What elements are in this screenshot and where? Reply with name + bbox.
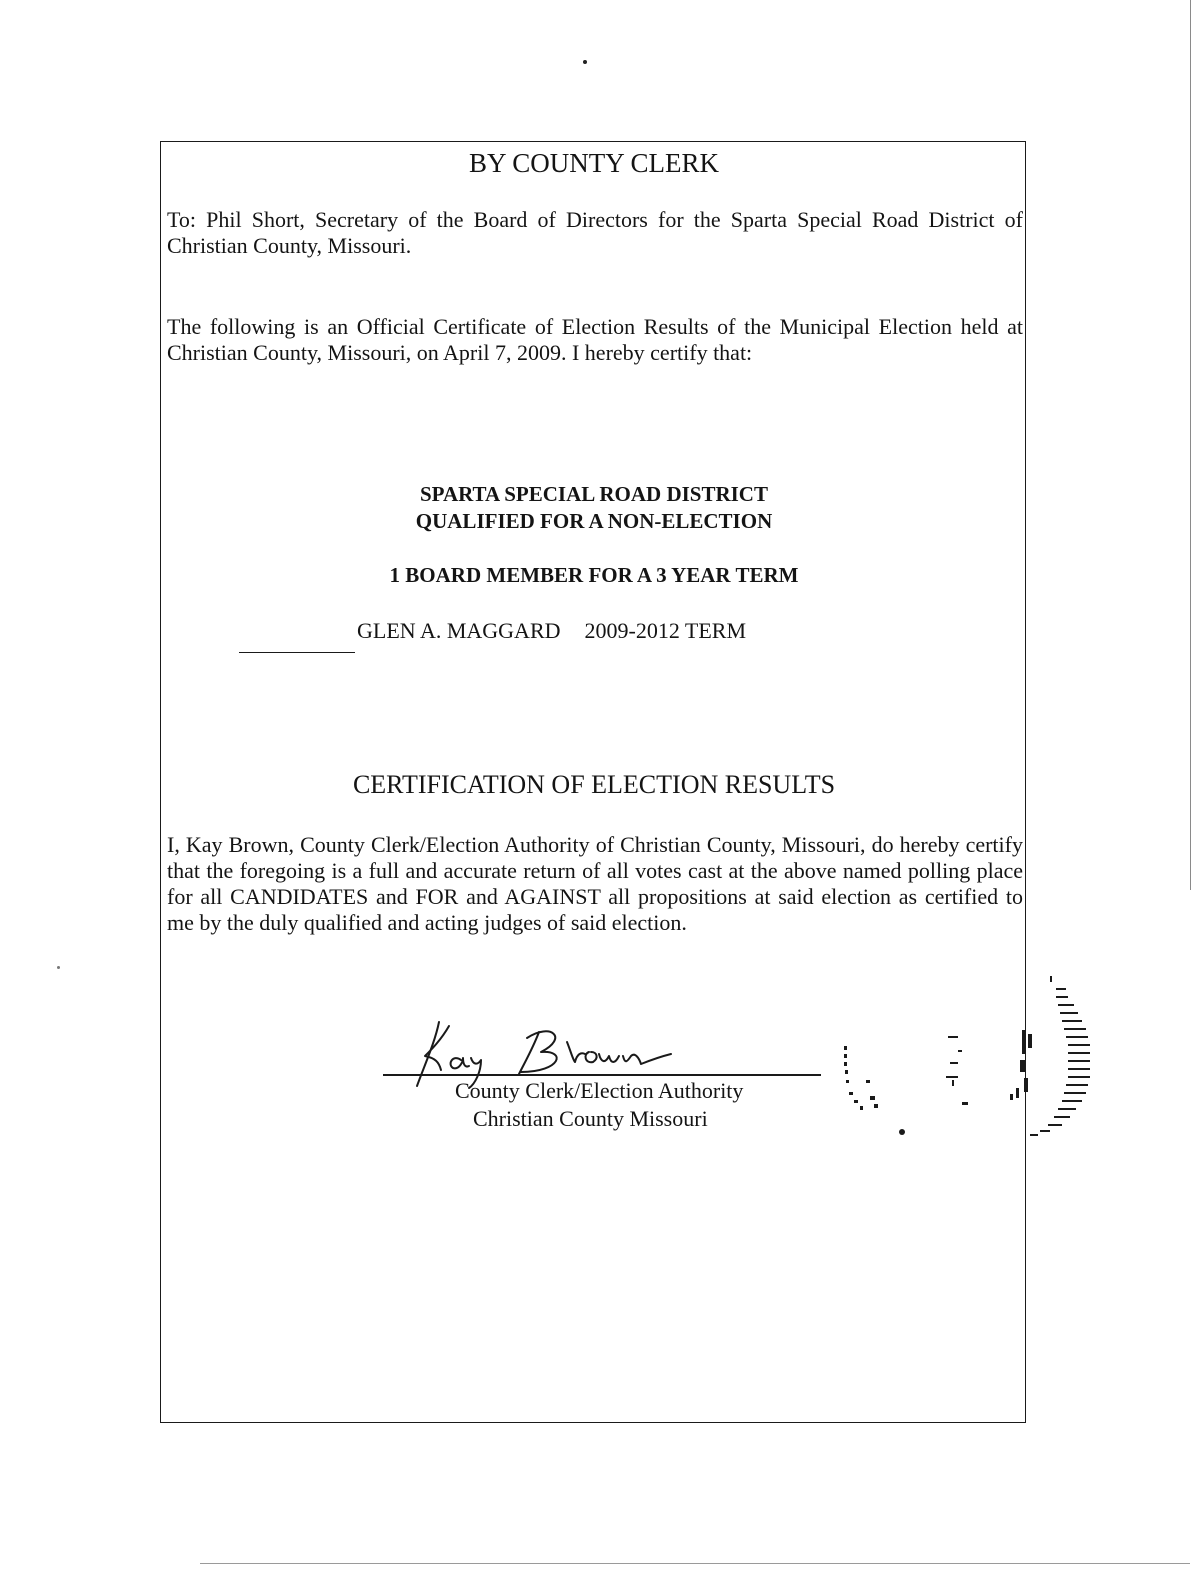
candidate-term: 2009-2012 TERM — [584, 618, 747, 643]
intro-paragraph: The following is an Official Certificate of Election Results of the Municipal Election held at Christian County, Missouri, on April 7, 2009. I hereby certify that: — [167, 314, 1023, 365]
signatory-title: County Clerk/Election Authority — [455, 1078, 744, 1103]
signature-line — [383, 1074, 821, 1076]
scan-speck — [57, 966, 60, 969]
certificate-box — [160, 141, 1026, 1423]
district-name: SPARTA SPECIAL ROAD DISTRICT — [420, 482, 768, 506]
candidate-entry — [357, 618, 746, 644]
page-edge-right — [1190, 0, 1191, 890]
addressee-paragraph: To: Phil Short, Secretary of the Board of Directors for the Sparta Special Road District of Christian County, Missouri. — [167, 207, 1023, 258]
vote-blank-line — [239, 652, 355, 653]
page-edge-bottom — [200, 1563, 1190, 1564]
signatory-county: Christian County Missouri — [473, 1106, 708, 1131]
district-status: QUALIFIED FOR A NON-ELECTION — [415, 509, 773, 533]
certification-heading: CERTIFICATION OF ELECTION RESULTS — [352, 770, 836, 799]
certification-paragraph: I, Kay Brown, County Clerk/Election Authority of Christian County, Missouri, do hereby certify that the foregoing is a full and accurate return of all votes cast at the above named polling place for all CANDIDATES and FOR and AGAINST all propositions at said election as certified to me by the duly qualified and acting judges of said election. — [167, 832, 1023, 935]
office-title: 1 BOARD MEMBER FOR A 3 YEAR TERM — [389, 563, 799, 587]
candidate-name: GLEN A. MAGGARD — [357, 618, 561, 643]
scan-speck — [583, 60, 587, 64]
embossed-seal-icon — [830, 960, 1110, 1170]
document-heading: BY COUNTY CLERK — [468, 148, 719, 178]
